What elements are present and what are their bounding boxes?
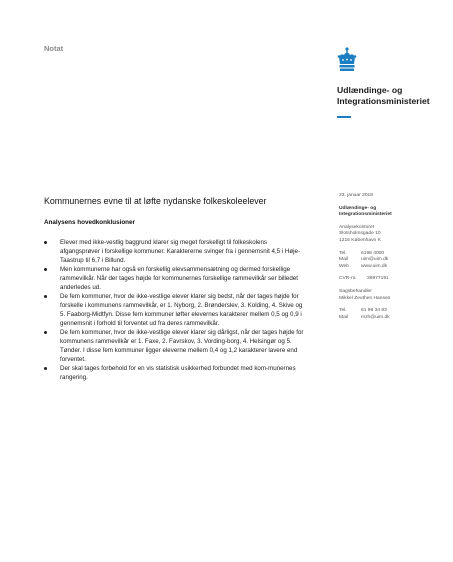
- web-row: Web www.uim.dk: [339, 263, 388, 269]
- list-item: [44, 292, 306, 328]
- conclusion-list: [44, 238, 306, 382]
- list-item-text: De fem kommuner, hvor de ikke-vestlige elever klarer sig dårligst, når der tages højde for kommunens rammevilkår er 1. Faxe, 2. Favrskov, 3. Vording-borg, 4. Helsingør og 5. Tønder. I disse fem kommuner ligger eleverne mellem 0,4 og 1,2 karakterer lavere end forventet.: [60, 329, 304, 363]
- list-item: [44, 364, 306, 382]
- list-item: [44, 238, 306, 265]
- phone-number: 6198 4000: [361, 250, 385, 256]
- list-item-text: De fem kommuner, hvor de ikke-vestlige elever klarer sig bedst, når der tages højde for forskelle i kommunens rammevilkår, er 1. Nyborg, 2. Brønderslev, 3. Kolding, 4. Skive og 5. Faaborg-Midtfyn. Disse fem kommuner løfter elevernes karakterer mellem 0,5 og 0,9 i gennemsnit i forhold til forventet ud fra deres rammevilkår.: [60, 293, 303, 327]
- case-handler-name: Mikkel Zeuthen Hansen: [339, 295, 391, 301]
- section-heading: Analysens hovedkonklusioner: [44, 219, 135, 226]
- org-name-line-1: Udlændinge- og: [337, 85, 403, 95]
- org-name-line-2: Integrationsministeriet: [337, 96, 430, 106]
- list-item-text: Men kommunerne har også en forskellig elevsammensætning og dermed forskellige rammevilkår. Når der tages højde for kommunernes forskellige rammevilkår ser billedet anderledes ud.: [60, 266, 298, 291]
- document-title: Kommunernes evne til at løfte nydanske folkeskoleelever: [44, 196, 267, 206]
- document-type-label: Notat: [44, 44, 64, 53]
- bullet-icon: [44, 367, 47, 370]
- bullet-icon: [44, 241, 47, 244]
- department: Analysekontoret: [339, 224, 375, 230]
- handler-email-link[interactable]: mzh@uim.dk: [361, 314, 390, 320]
- phone-row: Tel. 6198 4000: [339, 250, 385, 256]
- case-handler-label: Sagsbehandler: [339, 288, 372, 294]
- bullet-icon: [44, 268, 47, 271]
- website-link[interactable]: www.uim.dk: [361, 263, 388, 269]
- bullet-icon: [44, 331, 47, 334]
- sidebar-org-line-1: Udlændinge- og: [339, 205, 377, 211]
- organization-name: [337, 85, 430, 107]
- list-item-text: Der skal tages forbehold for en vis statistisk usikkerhed forbundet med kom-munernes rangering.: [60, 365, 296, 381]
- sidebar-org-line-2: Integrationsministeriet: [339, 212, 392, 218]
- brand-underline: [337, 116, 351, 118]
- handler-mail-row: Mail mzh@uim.dk: [339, 314, 390, 320]
- street-address: Slotsholmsgade 10: [339, 231, 381, 237]
- handler-phone-row: Tel. 61 98 34 83: [339, 308, 387, 314]
- crown-logo-icon: [336, 47, 358, 73]
- mail-row: Mail uim@uim.dk: [339, 257, 389, 263]
- bullet-icon: [44, 295, 47, 298]
- handler-phone: 61 98 34 83: [361, 308, 387, 314]
- sender-info-sidebar: [339, 193, 439, 321]
- cvr-row: CVR-nr. 36977191: [339, 276, 389, 282]
- email-link[interactable]: uim@uim.dk: [361, 257, 389, 263]
- cvr-number: 36977191: [367, 276, 389, 282]
- postal-city: 1216 København K: [339, 237, 381, 243]
- list-item: [44, 265, 306, 292]
- document-date: 23. januar 2018: [339, 193, 373, 198]
- list-item-text: Elever med ikke-vestlig baggrund klarer sig meget forskelligt til folkeskolens afgangsprøver i forskellige kommuner. Karaktererne svinger fra i gennemsnit 4,5 i Høje-Taastrup til 6,7 i Billund.: [60, 239, 301, 264]
- list-item: [44, 328, 306, 364]
